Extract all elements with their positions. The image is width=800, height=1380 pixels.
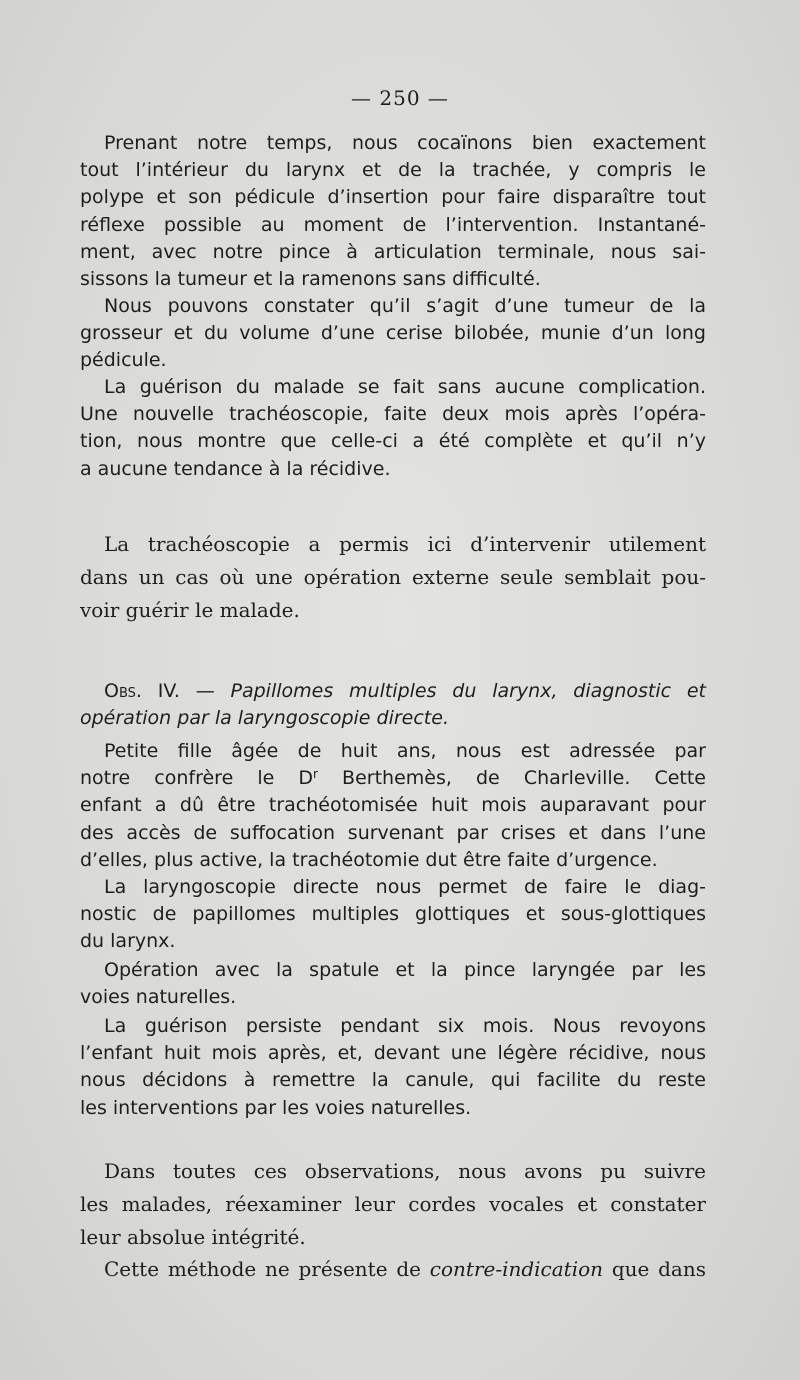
- italic-term: contre-indication: [429, 1257, 604, 1281]
- paragraph-10: [80, 1253, 706, 1286]
- paragraph-1: [80, 130, 706, 293]
- text-line: Opération avec la spatule et la pince laryngée par les: [104, 959, 706, 981]
- paragraph-2: [80, 293, 706, 375]
- text-line: nostic de papillomes multiples glottiques et sous-glottiques: [80, 903, 706, 926]
- paragraph-7: [80, 957, 706, 1011]
- text-line: Petite fille âgée de huit ans, nous est adressée par: [104, 740, 706, 762]
- text-line: sissons la tumeur et la ramenons sans difficulté.: [80, 267, 541, 290]
- text-line: La guérison du malade se fait sans aucune complication.: [104, 376, 706, 398]
- observation-title-cont: opération par la laryngoscopie directe.: [80, 707, 449, 730]
- text-line: réflexe possible au moment de l’intervention. Instantané-: [80, 213, 706, 236]
- text-line: voies naturelles.: [80, 986, 237, 1009]
- text-line: polype et son pédicule d’insertion pour faire disparaître tout: [80, 186, 706, 209]
- text-line: l’enfant huit mois après, et, devant une légère récidive, nous: [80, 1042, 706, 1065]
- text-line: des accès de suffocation survenant par crises et dans l’une: [80, 821, 706, 844]
- superscript: r: [313, 767, 318, 782]
- text-fragment: Cette méthode ne présente de: [104, 1257, 430, 1281]
- text-line: [80, 765, 706, 792]
- text-line: dans un cas où une opération externe seule semblait pou-: [80, 565, 706, 589]
- text-line: La laryngoscopie directe nous permet de faire le diag-: [104, 876, 706, 898]
- paragraph-8: [80, 1013, 706, 1122]
- text-line: [80, 1253, 706, 1286]
- text-line: Prenant notre temps, nous cocaïnons bien exactement: [104, 132, 706, 154]
- paragraph-3: [80, 374, 706, 483]
- text-line: enfant a dû être trachéotomisée huit mois auparavant pour: [80, 794, 706, 817]
- text-line: Une nouvelle trachéoscopie, faite deux mois après l’opéra-: [80, 403, 706, 426]
- observation-title: Papillomes multiples du larynx, diagnostic et: [230, 680, 706, 702]
- paragraph-9: [80, 1155, 706, 1254]
- observation-heading: [80, 678, 706, 732]
- observation-label: Obs. IV.: [104, 680, 180, 702]
- text-fragment: notre confrère le D: [80, 767, 314, 790]
- text-line: nous décidons à remettre la canule, qui facilite du reste: [80, 1069, 706, 1092]
- text-line: voir guérir le malade.: [80, 598, 300, 622]
- page-number: — 250 —: [351, 86, 449, 110]
- text-line: La trachéoscopie a permis ici d’intervenir utilement: [104, 532, 706, 556]
- paragraph-5: [80, 738, 706, 874]
- text-fragment: Berthemès, de Charleville. Cette: [317, 767, 706, 790]
- text-line: tout l’intérieur du larynx et de la trachée, y compris le: [80, 159, 706, 182]
- text-line: les malades, réexaminer leur cordes vocales et constater: [80, 1192, 706, 1216]
- text-line: Nous pouvons constater qu’il s’agit d’une tumeur de la: [104, 295, 706, 317]
- text-fragment: que dans: [603, 1257, 706, 1281]
- text-line: leur absolue intégrité.: [80, 1225, 306, 1249]
- text-line: ment, avec notre pince à articulation terminale, nous sai-: [80, 240, 706, 263]
- text-line: les interventions par les voies naturelles.: [80, 1096, 472, 1119]
- text-line: d’elles, plus active, la trachéotomie dut être faite d’urgence.: [80, 848, 658, 871]
- text-line: pédicule.: [80, 349, 167, 372]
- paragraph-4: [80, 528, 706, 627]
- text-line: du larynx.: [80, 930, 176, 953]
- heading-dash: —: [179, 680, 231, 702]
- paragraph-6: [80, 874, 706, 956]
- text-line: Dans toutes ces observations, nous avons pu suivre: [104, 1159, 706, 1183]
- text-line: grosseur et du volume d’une cerise bilobée, munie d’un long: [80, 322, 706, 345]
- text-line: tion, nous montre que celle-ci a été complète et qu’il n’y: [80, 430, 706, 453]
- heading-line: [80, 678, 706, 705]
- text-line: a aucune tendance à la récidive.: [80, 457, 391, 480]
- text-line: La guérison persiste pendant six mois. Nous revoyons: [104, 1015, 706, 1037]
